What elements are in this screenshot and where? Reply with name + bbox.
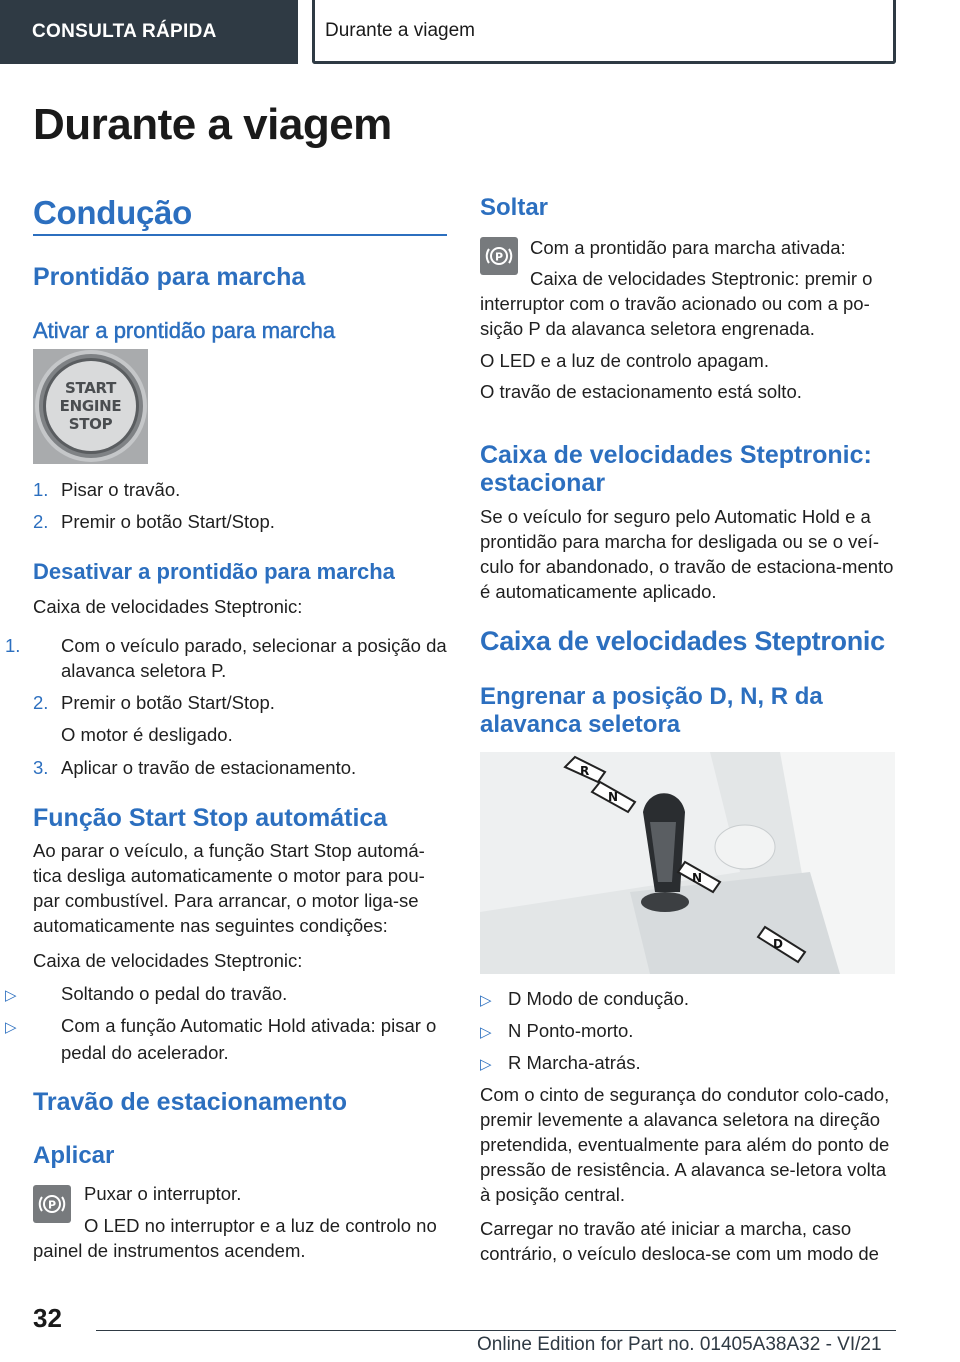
heading-desativar: Desativar a prontidão para marcha	[33, 559, 395, 584]
start-stop-button-image	[33, 349, 148, 464]
bullet-item: ▷ D Modo de condução.	[480, 986, 689, 1013]
heading-travao: Travão de estacionamento	[33, 1088, 348, 1116]
header-section-tab	[0, 0, 298, 64]
bullet-item: ▷ Soltando o pedal do travão.	[33, 981, 475, 1008]
stop-label: STOP	[68, 415, 113, 433]
paragraph: Caixa de velocidades Steptronic:	[33, 950, 303, 971]
heading-ativar: Ativar a prontidão para marcha	[33, 318, 336, 343]
heading-prontidao: Prontidão para marcha	[33, 263, 306, 291]
gear-label-d: D	[773, 937, 783, 951]
gear-label-n: N	[608, 790, 619, 804]
paragraph: Com a prontidão para marcha ativada:	[530, 237, 846, 258]
paragraph: Se o veículo for seguro pelo Automatic Hold e a prontidão para marcha for desligada ou se o veí-culo for abandonado, o travão de estaciona-mento é automaticamente aplicado.	[480, 506, 894, 602]
triangle-bullet-icon: ▷	[5, 987, 17, 1004]
heading-aplicar: Aplicar	[33, 1142, 115, 1169]
bullet-item: ▷ N Ponto-morto.	[480, 1018, 633, 1045]
header-section-label: CONSULTA RÁPIDA	[32, 21, 217, 42]
paragraph: Com o cinto de segurança do condutor colo-cado, premir levemente a alavanca seletora na direção pretendida, eventualmente para além do ponto de pressão de resistência. A alavanca se-letora volta à posição central.	[480, 1084, 890, 1205]
list-item: 2. Premir o botão Start/Stop.	[33, 511, 275, 532]
heading-start-stop: Função Start Stop automática	[33, 804, 388, 832]
header-chapter-label: Durante a viagem	[325, 19, 475, 41]
list-item: 1. Com o veículo parado, selecionar a posição da alavanca seletora P.	[5, 635, 447, 681]
triangle-bullet-icon: ▷	[480, 1024, 492, 1041]
paragraph: Caixa de velocidades Steptronic:	[33, 596, 303, 617]
list-item-note: O motor é desligado.	[61, 724, 233, 745]
triangle-bullet-icon: ▷	[5, 1019, 17, 1036]
gear-label-n: N	[692, 871, 703, 885]
paragraph: Caixa de velocidades Steptronic: premir o interruptor com o travão acionado ou com a po-sição P da alavanca seletora engrenada.	[480, 268, 873, 339]
paragraph: Carregar no travão até iniciar a marcha, caso contrário, o veículo desloca-se com um modo de	[480, 1218, 879, 1264]
triangle-bullet-icon: ▷	[480, 992, 492, 1009]
list-item: 3. Aplicar o travão de estacionamento.	[33, 757, 357, 778]
list-item: 1. Pisar o travão.	[33, 479, 181, 500]
engine-label: ENGINE	[59, 397, 122, 415]
heading-estacionar: Caixa de velocidades Steptronic: estacionar	[480, 441, 872, 497]
start-label: START	[64, 379, 117, 397]
heading-engrenar: Engrenar a posição D, N, R da alavanca seletora	[480, 683, 823, 738]
heading-soltar: Soltar	[480, 194, 549, 221]
header-chapter-tab	[312, 0, 896, 64]
svg-text:P: P	[47, 1198, 57, 1212]
bullet-item: ▷ Com a função Automatic Hold ativada: pisar o pedal do acelerador.	[5, 1015, 437, 1063]
paragraph: O LED no interruptor e a luz de controlo no painel de instrumentos acendem.	[33, 1215, 437, 1261]
footer-edition: Online Edition for Part no. 01405A38A32 - VI/21	[477, 1334, 882, 1355]
section-rule	[33, 234, 447, 236]
section-heading-conducao: Condução	[33, 194, 192, 231]
paragraph: Puxar o interruptor.	[84, 1183, 242, 1204]
bullet-item: ▷ R Marcha-atrás.	[480, 1050, 641, 1077]
page-number: 32	[33, 1303, 62, 1333]
footer-rule	[96, 1330, 896, 1331]
paragraph: Ao parar o veículo, a função Start Stop automá-tica desliga automaticamente o motor para pou-par combustível. Para arrancar, o motor liga-se automaticamente nas seguintes condições:	[33, 840, 425, 936]
triangle-bullet-icon: ▷	[480, 1056, 492, 1073]
paragraph: O LED e a luz de controlo apagam.	[480, 350, 769, 371]
list-item: 2. Premir o botão Start/Stop.	[33, 692, 275, 713]
paragraph: O travão de estacionamento está solto.	[480, 381, 802, 402]
page-title: Durante a viagem	[33, 100, 392, 149]
gear-label-r: R	[580, 764, 590, 778]
gear-selector-image	[480, 752, 895, 974]
svg-text:P: P	[494, 250, 504, 264]
section-heading-steptronic: Caixa de velocidades Steptronic	[480, 626, 885, 656]
